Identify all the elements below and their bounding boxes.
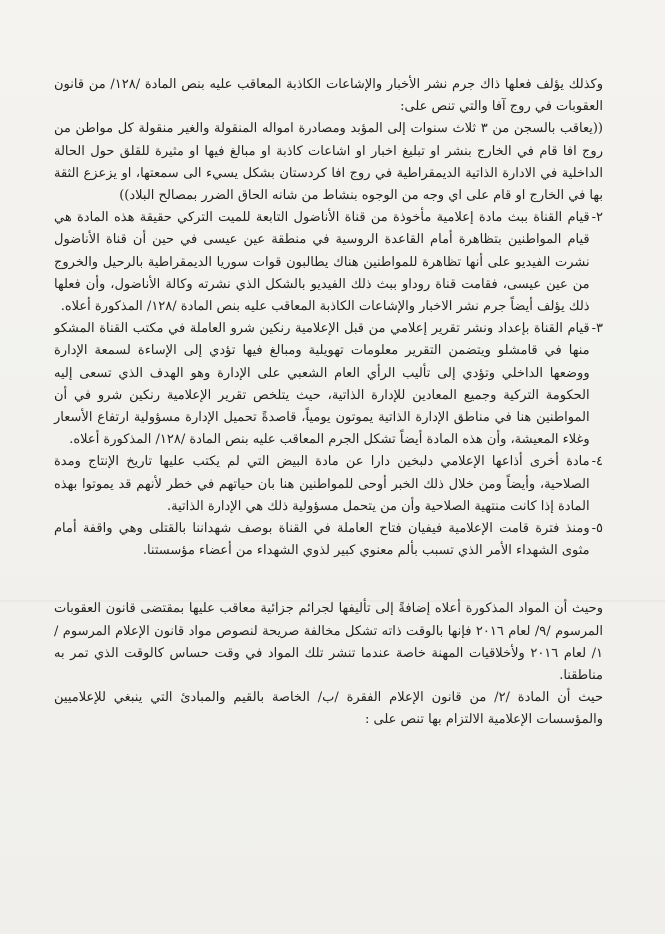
closing-paragraph: وحيث أن المواد المذكورة أعلاه إضافةً إلى تأليفها لجرائم جزائية معاقب عليها بمقتضى قانون العقوبات المرسوم /٩/ لعام ٢٠١٦ فإنها بالوقت ذاته تشكل مخالفة صريحة لنصوص مواد قانون الإعلام المرسوم /١/ لعام ٢٠١٦ ولأخلاقيات المهنة خاصة عندما تنشر تلك المواد في وقت حساس كالوقت الذي تمر به مناطقنا. xyxy=(54,601,603,684)
item-number: ٤- xyxy=(591,454,603,470)
list-item xyxy=(54,518,603,562)
item-text: ومنذ فترة قامت الإعلامية فيفيان فتاح العاملة في القناة بوصف شهداننا بالقتلى وهي واقفة أمام مثوى الشهداء الأمر الذي تسبب بألم معنوي كبير لذوي الشهداء من أعضاء مؤسستنا. xyxy=(54,521,590,559)
list-item xyxy=(54,207,603,318)
paragraph-gap xyxy=(54,562,603,598)
intro-paragraph: وكذلك يؤلف فعلها ذاك جرم نشر الأخبار والإشاعات الكاذبة المعاقب عليه بنص المادة /١٢٨/ من قانون العقوبات في روج آفا والتي تنص على: xyxy=(54,77,603,115)
list-item xyxy=(54,318,603,451)
closing-paragraph-2: حيث أن المادة /٢/ من قانون الإعلام الفقرة /ب/ الخاصة بالقيم والمبادئ التي ينبغي للإعلاميين والمؤسسات الإعلامية الالتزام بها تنص على : xyxy=(54,690,603,728)
item-number: ٥- xyxy=(591,521,603,537)
item-number: ٣- xyxy=(591,321,603,337)
item-number: ٢- xyxy=(591,210,603,226)
item-text: قيام القناة بإعداد ونشر تقرير إعلامي من قبل الإعلامية رنكين شرو العاملة في مكتب القناة المشكو منها في قامشلو ويتضمن التقرير معلومات تهويلية ومبالغ فيها تؤدي إلى الإساءة لسمعة الإدارة ووضعها الداخلي وتؤدي إلى تأليب الرأي العام الشعبي على الإدارة وهو الهدف الذي تسعى إليه الحكومة التركية وجميع المعادين للإدارة الذاتية، حيث يتلخص تقرير الإعلامية رنكين شرو في أن المواطنين هنا في مناطق الإدارة الذاتية يموتون يومياً، قاصدةً تحميل الإدارة مسؤولية ارتفاع الأسعار وغلاء المعيشة، وأن هذه المادة أيضاً تشكل الجرم المعاقب عليه بنص المادة /١٢٨/ المذكورة أعلاه. xyxy=(54,321,590,448)
item-text: مادة أخرى أذاعها الإعلامي دلبخين دارا عن مادة البيض التي لم يكتب عليها تاريخ الإنتاج ومدة الصلاحية، وأيضاً ومن خلال ذلك الخبر أوحى للمواطنين هنا بان حياتهم في خطر لأنهم قد يموتوا بهذه المادة إذا كانت منتهية الصلاحية وأن من يتحمل مسؤولية ذلك هي الإدارة الذاتية. xyxy=(54,454,590,514)
law-quote: ((يعاقب بالسجن من ٣ ثلاث سنوات إلى المؤبد ومصادرة امواله المنقولة والغير منقولة كل مواطن من روج افا قام في الخارج بنشر او تبليغ اخبار او اشاعات كاذبة او مبالغ فيها او مثيرة للقلق حول الحالة الداخلية في الادارة الذاتية الديمقراطية في روج افا كردستان بشكل يسيء الى سمعتها، او يزعزع الثقة بها في الخارج او قام على اي وجه من الوجوه بنشاط من شانه الحاق الضرر بمصالح البلاد)) xyxy=(54,121,603,204)
list-item xyxy=(54,451,603,518)
paper-fold xyxy=(0,600,665,602)
item-text: قيام القناة ببث مادة إعلامية مأخوذة من قناة الأناضول التابعة للميت التركي حقيقة هذه المادة هي قيام المواطنين بتظاهرة أمام القاعدة الروسية في منطقة عين عيسى في حين أن قناة الأناضول نشرت الفيديو على أنها تظاهرة للمواطنين هناك يطالبون قوات سوريا الديمقراطية بالرحيل والخروج من عين عيسى، فقامت قناة روداو ببث ذلك الفيديو بالشكل الذي نشرته وكالة الأناضول، وأن فعلها ذلك يؤلف أيضاً جرم نشر الاخبار والإشاعات الكاذبة المعاقب عليه بنص المادة /١٢٨/ المذكورة أعلاه. xyxy=(54,210,590,315)
